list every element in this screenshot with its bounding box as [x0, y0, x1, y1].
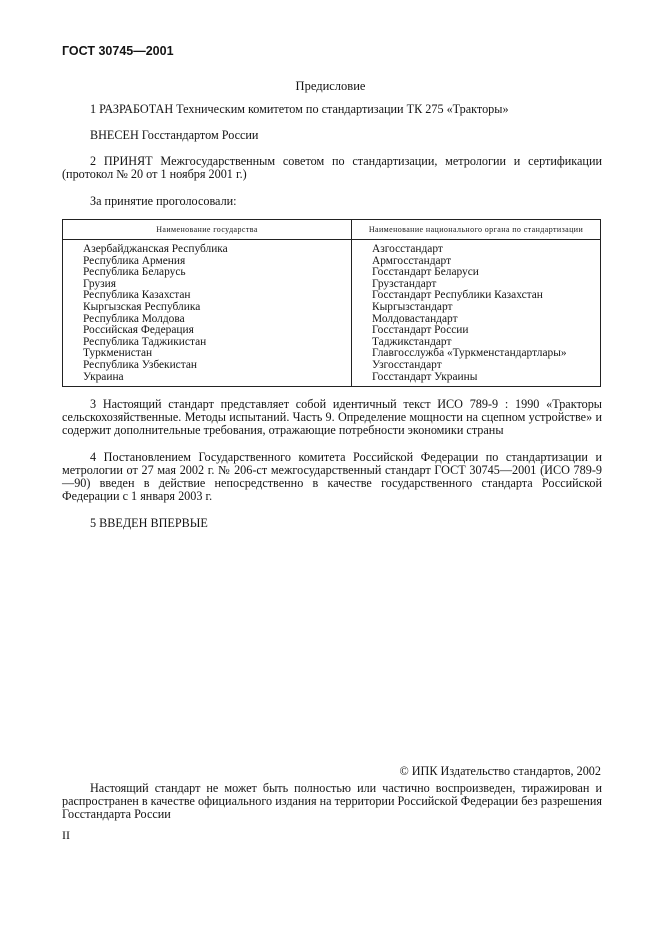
paragraph-resolution: 4 Постановлением Государственного комитета Российской Федерации по стандартизации и метрологии от 27 мая 2002 г. № 206-ст межгосударственный стандарт ГОСТ 30745—2001 (ИСО 789-9—90) введен в действие непосредственно в качестве государственного стандарта Российской Федерации с 1 января 2003 г. [62, 450, 602, 503]
standards-body-name: Азгосстандарт [372, 243, 443, 255]
standards-body-name: Кыргызстандарт [372, 300, 453, 313]
state-name: Республика Беларусь [83, 266, 186, 279]
standards-body-name: Грузстандарт [372, 277, 437, 290]
state-name: Российская Федерация [83, 324, 194, 337]
standards-bodies-cell [352, 240, 601, 387]
standards-body-name: Госстандарт России [372, 324, 469, 337]
state-name: Украина [83, 370, 124, 383]
paragraph-identical-text: 3 Настоящий стандарт представляет собой идентичный текст ИСО 789-9 : 1990 «Тракторы сельскохозяйственные. Методы испытаний. Часть 9. Определение мощности на сцепном устройстве» и содержит дополнительные требования, отражающие потребности экономики страны [62, 397, 602, 437]
standards-body-name: Главгосслужба «Туркменстандартлары» [372, 347, 567, 360]
state-name: Республика Казахстан [83, 289, 191, 302]
column-header-state: Наименование государства [63, 220, 352, 240]
paragraph-voted-for: За принятие проголосовали: [90, 194, 237, 208]
state-name: Республика Молдова [83, 312, 185, 325]
paragraph-introduced-by: ВНЕСЕН Госстандартом России [90, 128, 259, 142]
paragraph-reproduction-notice: Настоящий стандарт не может быть полностью или частично воспроизведен, тиражирован и распространен в качестве официального издания на территории Российской Федерации без разрешения Госстандарта России [62, 781, 602, 821]
state-name: Республика Узбекистан [83, 358, 197, 371]
page-number: II [62, 828, 70, 842]
column-header-standards-body: Наименование национального органа по стандартизации [352, 220, 601, 240]
table-header-row [63, 220, 601, 240]
paragraph-developed-by: 1 РАЗРАБОТАН Техническим комитетом по стандартизации ТК 275 «Тракторы» [90, 102, 509, 116]
standards-body-name: Узгосстандарт [372, 358, 442, 371]
standards-body-name: Таджикстандарт [372, 335, 452, 348]
document-id: ГОСТ 30745—2001 [62, 44, 174, 58]
state-name: Туркменистан [83, 347, 153, 360]
state-name: Республика Армения [83, 254, 186, 267]
state-name: Грузия [83, 277, 116, 290]
state-name: Республика Таджикистан [83, 335, 207, 348]
standards-body-name: Молдовастандарт [372, 312, 458, 325]
state-name: Азербайджанская Республика [83, 243, 228, 255]
standards-body-name: Госстандарт Украины [372, 370, 478, 383]
section-title: Предисловие [295, 79, 366, 93]
standards-body-name: Госстандарт Республики Казахстан [372, 289, 543, 302]
state-name: Кыргызская Республика [83, 300, 201, 313]
state-names-cell [63, 240, 352, 387]
standards-body-name: Госстандарт Беларуси [372, 266, 479, 279]
standards-body-name: Армгосстандарт [372, 254, 452, 267]
table-body-row [63, 240, 601, 387]
paragraph-introduced-first: 5 ВВЕДЕН ВПЕРВЫЕ [90, 516, 208, 530]
paragraph-adopted-by: 2 ПРИНЯТ Межгосударственным советом по стандартизации, метрологии и сертификации (протокол № 20 от 1 ноября 2001 г.) [62, 154, 602, 181]
voting-states-table [62, 219, 601, 387]
copyright-notice: © ИПК Издательство стандартов, 2002 [399, 764, 601, 778]
